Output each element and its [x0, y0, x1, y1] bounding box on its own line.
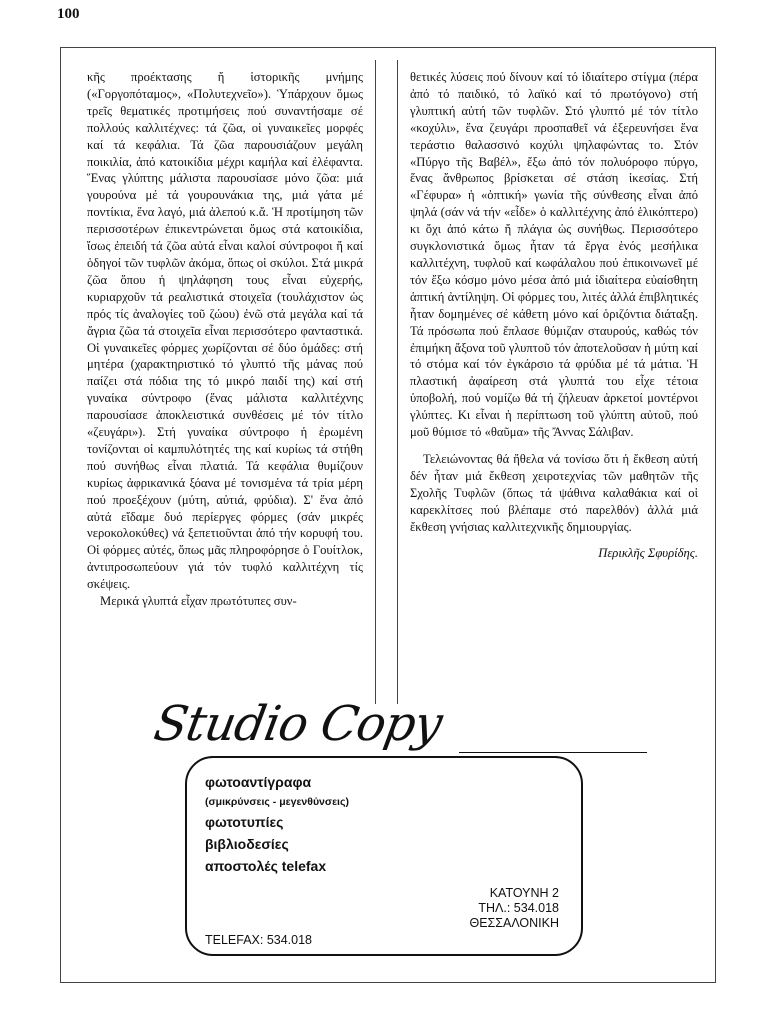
article-paragraph: Μερικά γλυπτά εἶχαν πρωτότυπες συν-: [100, 594, 297, 609]
advert-line-binding: βιβλιοδεσίες: [205, 836, 289, 852]
article-column-left: [87, 69, 363, 610]
advert-address: [469, 886, 559, 931]
advert-logo: Studio Copy: [150, 696, 446, 752]
advert-address-street: ΚΑΤΟΥΝΗ 2: [489, 886, 559, 900]
advert-line-resize: (σμικρύνσεις - μεγενθύνσεις): [205, 796, 349, 808]
advert-address-phone: ΤΗΛ.: 534.018: [478, 901, 559, 915]
advert-box: [185, 756, 583, 956]
advert-address-city: ΘΕΣΣΑΛΟΝΙΚΗ: [469, 916, 559, 930]
advert-logo-underline: [459, 752, 647, 753]
advert-fax: TELEFAX: 534.018: [205, 933, 313, 947]
column-rule-left: [375, 60, 376, 704]
advert-line-telefax: αποστολές telefax: [205, 858, 327, 874]
page-number: 100: [57, 6, 80, 22]
column-rule-right: [397, 60, 398, 704]
article-paragraph: κῆς προέκτασης ἤ ἱστορικῆς μνήμης («Γοργοπόταμος», «Πολυτεχνεῖο»). Ὑπάρχουν ὅμως τρεῖς θεματικές προτιμήσεις πού συναντήσαμε σέ πολλούς καλλιτέχνες: τά ζῶα, οἱ γυναικεῖες μορφές καί τά κεφάλια. Τά ζῶα παρουσιάζουν μεγάλη ποικιλία, ἀπό κατοικίδια μέχρι καμήλα καί ἐλέφαντα. Ἕνας γλύπτης μάλιστα παρουσίασε μόνο ζῶα: μιά γουρούνα μέ τά γουρουνάκια της, μιά γάτα μέ ποντίκια, ἕνα λαγό, μιά ἀλεπού κ.ἄ. Ἡ προτίμηση τῶν περισσοτέρων ἐπικεντρώνεται ὅμως στά κατοικίδια, ἴσως ἐπειδή τά ζῶα αὐτά εἶναι καλοί σύντροφοι ἤ καί ὁδηγοί τῶν τυφλῶν ἀκόμα, ὅπως οἱ σκύλοι. Στά μικρά ζῶα ὅπου ἡ ψηλάφηση τους εἶναι εὐχερής, κυριαρχοῦν τά ρεαλιστικά στοιχεῖα (τουλάχιστον ὡς πρός τίς ἀναλογίες τοῦ ζώου) ἐνῶ στά μεγάλα καί τά ἄγρια ζῶα τά στοιχεῖα εἶναι περισσότερο φανταστικά. Οἱ γυναικεῖες φόρμες χωρίζονται σέ δύο ὁμάδες: στή μητέρα (χαρακτηριστικό τό γλυπτό τῆς μάνας πού παίζει στά πόδια της τό μικρό παιδί της) καί στή γυναίκα σύντροφο (ἕνας μάλιστα καλλιτέχνης παρουσίασε ἀποκλειστικά συνθέσεις μέ τόν τίτλο «ζευγάρι»). Στή γυναίκα σύντροφο ἡ ἐρωμένη τονίζονται οἱ καμπυλότητές της καί κυρίως τά στήθη πού συνήθως εἶναι πλατιά. Τά κεφάλια θυμίζουν κυρίως ἀφρικανικά ξόανα μέ τονισμένα τά τρία μέρη πού προεξέχουν (μύτη, αὐτιά, φρύδια). Σ' ἕνα ἀπό αὐτά εἴδαμε δυό περίεργες φόρμες (σάν μικρές νεροκολοκύθες) νά ξεπετιοῦνται ἀπό τήν κορυφή του. Οἱ φόρμες αὐτές, ὅπως μᾶς πληροφόρησε ὁ Γουίτλοκ, ἀντιπροσωπεύουν γιά τόν τυφλό καλλιτέχνη τίς σκέψεις.: [87, 70, 363, 592]
article-author: Περικλῆς Σφυρίδης.: [598, 546, 698, 561]
article-paragraph: θετικές λύσεις πού δίνουν καί τό ἰδιαίτερο στίγμα (πέρα ἀπό τό παιδικό, τό λαϊκό καί τό πρωτόγονο) στή γλυπτική αὐτή τῶν τυφλῶν. Στό γλυπτό μέ τόν τίτλο «κοχύλι», ἕνα ζευγάρι προσπαθεῖ νά ἐξερευνήσει ἕνα τεράστιο θαλασσινό κοχύλι ψηλαφώντας το. Στόν «Πύργο τῆς Βαβέλ», ἔξω ἀπό τόν πολυόροφο πύργο, ἕνας ἄνθρωπος βρίσκεται σέ στάση ἱκεσίας. Στή «Γέφυρα» ἡ «ὀπτική» γωνία τῆς σύνθεσης εἶναι ἀπό ψηλά (σάν νά τήν «εἶδε» ὁ καλλιτέχνης ἀπό ἑλικόπτερο) κι ὄχι ἀπό κάτω ἤ πλάγια ὡς συνήθως. Περισσότερο συγκλονιστικά ὅμως ἦταν τά ἔργα ἑνός μεσήλικα καλλιτέχνη, τυφλοῦ καί κωφάλαλου πού ἐπικοινωνεῖ μέ τόν ἔξω κόσμο μόνο μέσα ἀπό μιά ἰδιαίτερα εὐαίσθητη ἁπτική ἀντίληψη. Οἱ φόρμες του, λιτές ἀλλά ἐπιβλητικές ἦταν δομημένες σέ κάθετη μόνο καί ὁριζόντια διάταξη. Τά πρόσωπα πού ἔπλασε θύμιζαν σταυρούς, καθώς τόν ἐπιμήκη ἄξονα τοῦ γλυπτοῦ τόν ἀποτελοῦσαν ἡ μύτη καί τό στόμα καί τόν ἐγκάρσιο τά φρύδια μέ τά μάτια. Ἡ πλαστική ἀφαίρεση στά γλυπτά του εἶχε τέτοια ὑποβολή, πού νομίζω θά τή ζήλευαν ἀρκετοί μοντέρνοι γλύπτες. Κι εἶναι ἡ περίπτωση τοῦ γλύπτη αὐτοῦ, πού μοῦ θύμισε τό «θαῦμα» τῆς Ἄννας Σάλιβαν.: [410, 70, 698, 440]
article-paragraph: Τελειώνοντας θά ἤθελα νά τονίσω ὅτι ἡ ἔκθεση αὐτή δέν ἦταν μιά ἔκθεση χειροτεχνίας τῶν μαθητῶν τῆς Σχολῆς Τυφλῶν (ὅπως τά ψάθινα καλαθάκια καί οἱ καρεκλίτσες πού βλέπαμε στό παρελθόν) ἀλλά μιά ἔκθεση γνήσιας καλλιτεχνικῆς δημιουργίας.: [410, 451, 698, 534]
article-column-right: [410, 69, 698, 562]
advert-line-phototypes: φωτοτυπίες: [205, 814, 284, 830]
advert-line-photocopies: φωτοαντίγραφα: [205, 774, 312, 790]
